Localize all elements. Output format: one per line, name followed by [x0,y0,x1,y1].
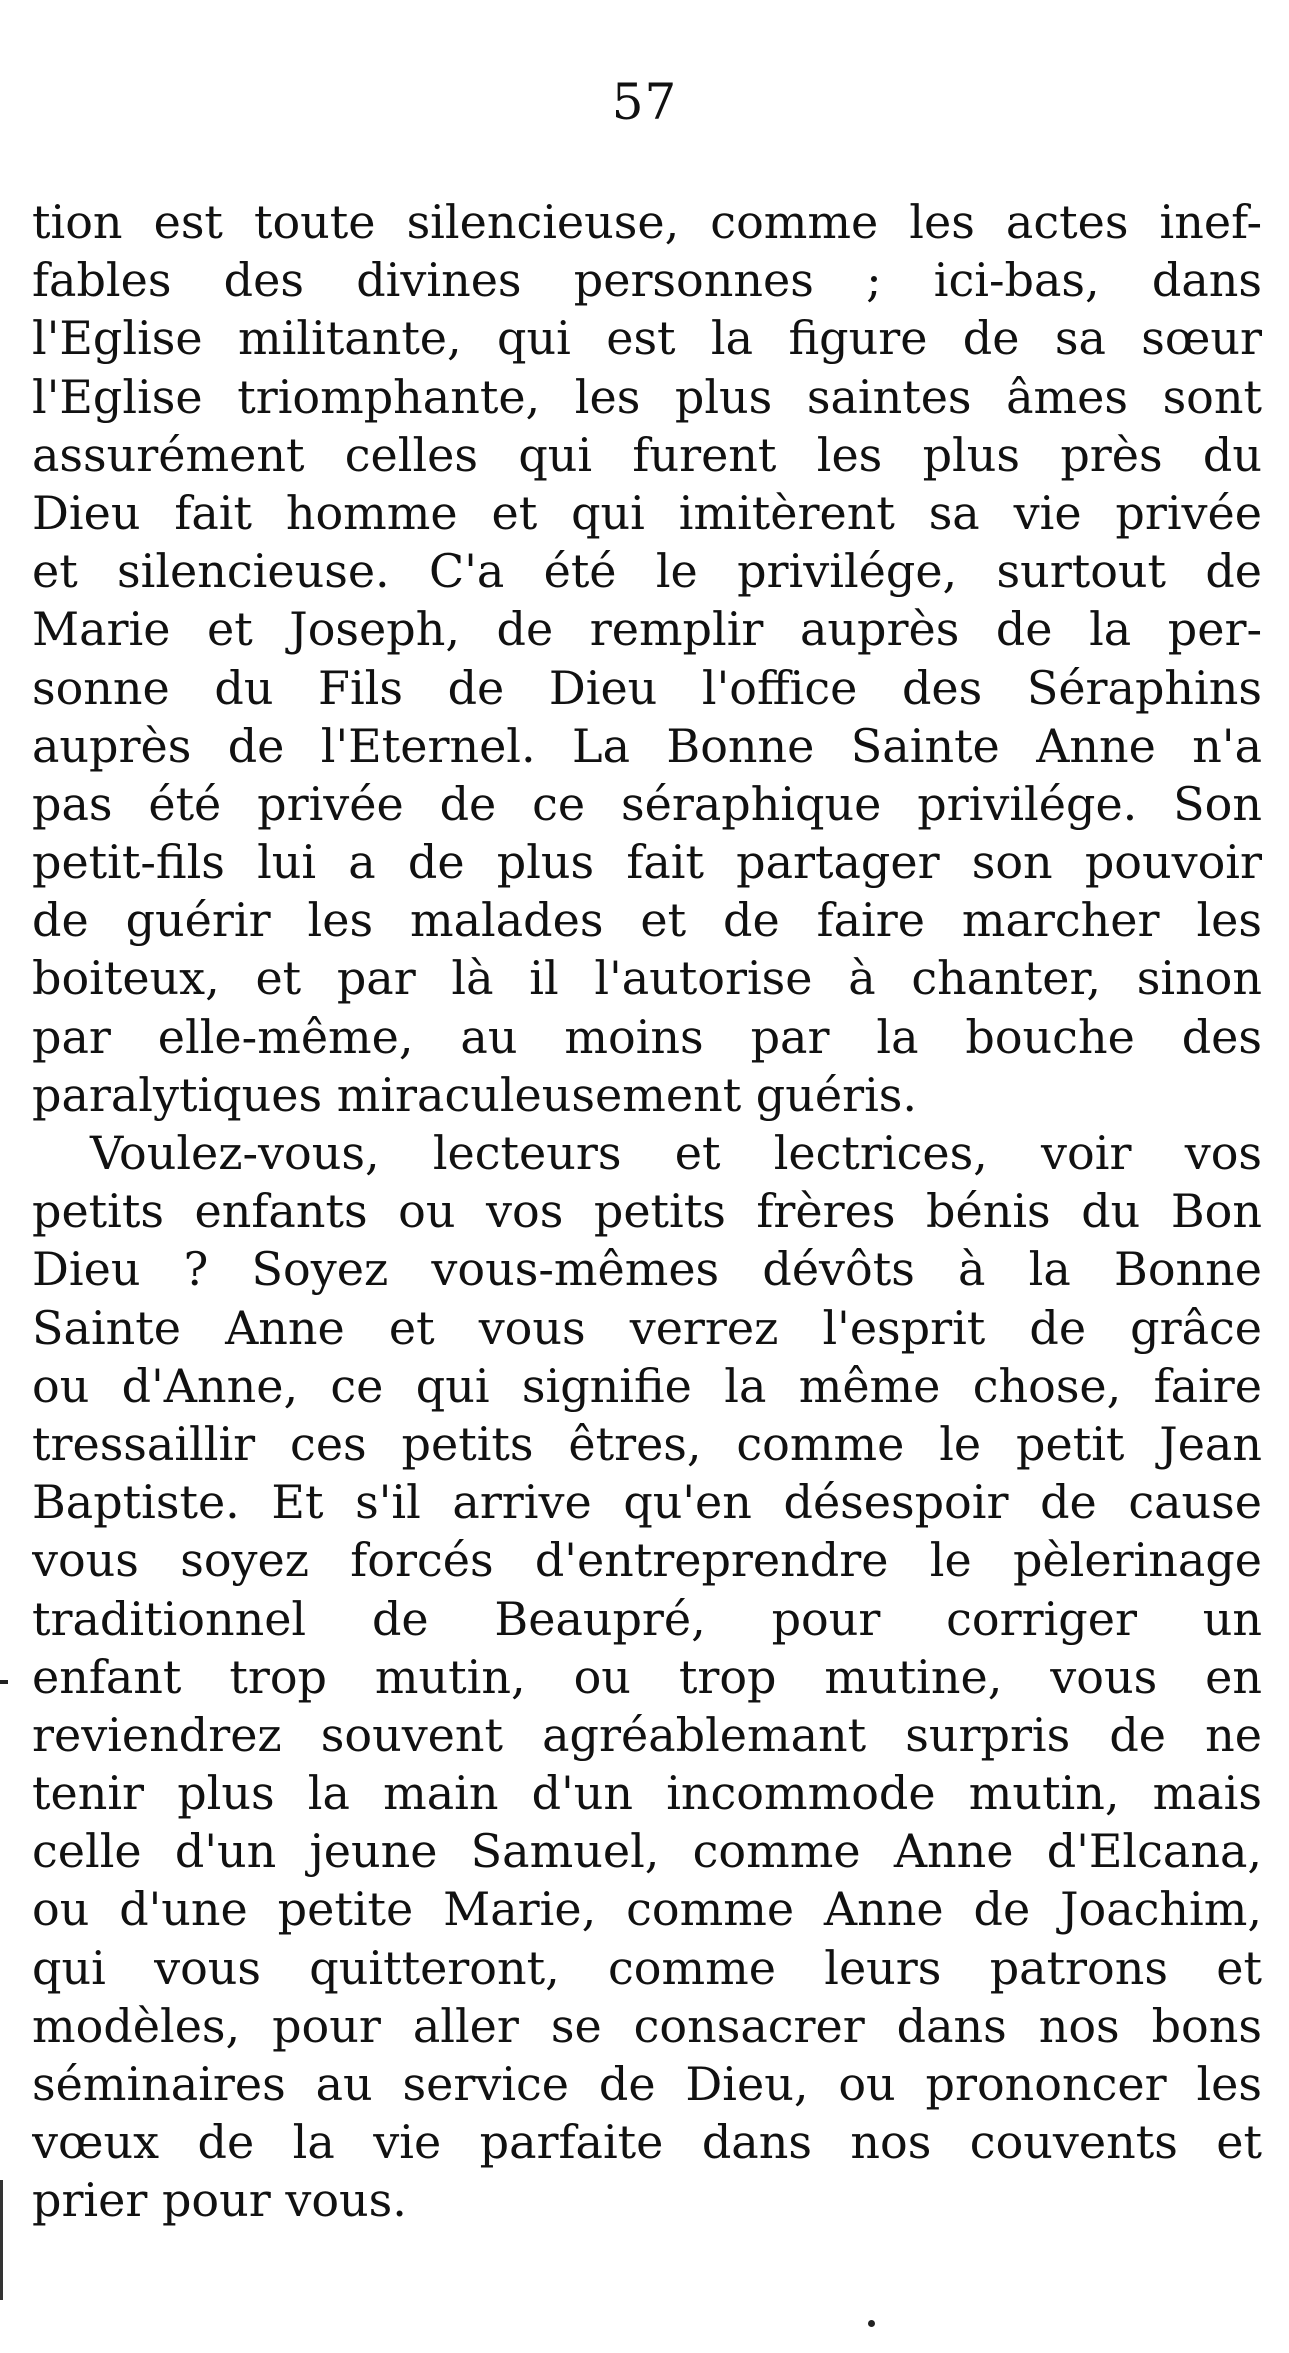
text-line: séminaires au service de Dieu, ou prononcer les [32,2057,1262,2111]
text-line: fables des divines personnes ; ici-bas, dans [32,253,1262,308]
text-line: petit-fils lui a de plus fait partager son pouvoir [32,835,1262,890]
text-line: reviendrez souvent agréablemant surpris de ne [32,1707,1262,1762]
text-line: Sainte Anne et vous verrez l'esprit de grâce [32,1300,1262,1355]
text-line: Dieu ? Soyez vous-mêmes dévôts à la Bonne [32,1242,1262,1297]
text-line: tion est toute silencieuse, comme les actes inef- [32,195,1262,249]
text-line: celle d'un jeune Samuel, comme Anne d'Elcana, [32,1824,1262,1879]
text-line: tenir plus la main d'un incommode mutin, mais [32,1766,1262,1821]
text-line: pas été privée de ce séraphique privilége. Son [32,776,1262,831]
text-line: vœux de la vie parfaite dans nos couvents et [32,2115,1262,2170]
text-line: l'Eglise triomphante, les plus saintes âmes sont [32,369,1262,424]
text-line: Voulez-vous, lecteurs et lectrices, voir vos [90,1126,1262,1180]
text-line: petits enfants ou vos petits frères bénis du Bon [32,1184,1262,1239]
ink-dot-mark [868,2320,875,2327]
text-line: l'Eglise militante, qui est la figure de sa sœur [32,311,1262,366]
margin-tick-mark [0,1680,8,1684]
text-line: modèles, pour aller se consacrer dans nos bons [32,1998,1262,2053]
text-line: prier pour vous. [32,2173,407,2228]
page-number: 57 [611,73,678,131]
text-line: ou d'Anne, ce qui signifie la même chose, faire [32,1358,1262,1413]
text-line: ou d'une petite Marie, comme Anne de Joachim, [32,1882,1262,1937]
text-line: de guérir les malades et de faire marcher les [32,893,1262,948]
text-line: sonne du Fils de Dieu l'office des Séraphins [32,660,1262,715]
text-line: boiteux, et par là il l'autorise à chanter, sinon [32,951,1262,1006]
text-line: qui vous quitteront, comme leurs patrons et [32,1940,1262,1995]
body-text [32,193,1262,2230]
text-line: Baptiste. Et s'il arrive qu'en désespoir de cause [32,1475,1262,1530]
margin-rule-mark [0,2180,3,2300]
text-line: vous soyez forcés d'entreprendre le pèlerinage [32,1533,1262,1588]
text-line: enfant trop mutin, ou trop mutine, vous en [32,1649,1262,1704]
text-line: par elle-même, au moins par la bouche des [32,1009,1262,1064]
text-line: Dieu fait homme et qui imitèrent sa vie privée [32,485,1262,540]
text-line: tressaillir ces petits êtres, comme le petit Jean [32,1416,1262,1471]
text-line: et silencieuse. C'a été le privilége, surtout de [32,544,1262,599]
text-line: Marie et Joseph, de remplir auprès de la per- [32,602,1262,657]
text-line: assurément celles qui furent les plus près du [32,427,1262,482]
text-line: auprès de l'Eternel. La Bonne Sainte Anne n'a [32,718,1262,773]
text-line: traditionnel de Beaupré, pour corriger un [32,1591,1262,1646]
text-line: paralytiques miraculeusement guéris. [32,1067,918,1122]
